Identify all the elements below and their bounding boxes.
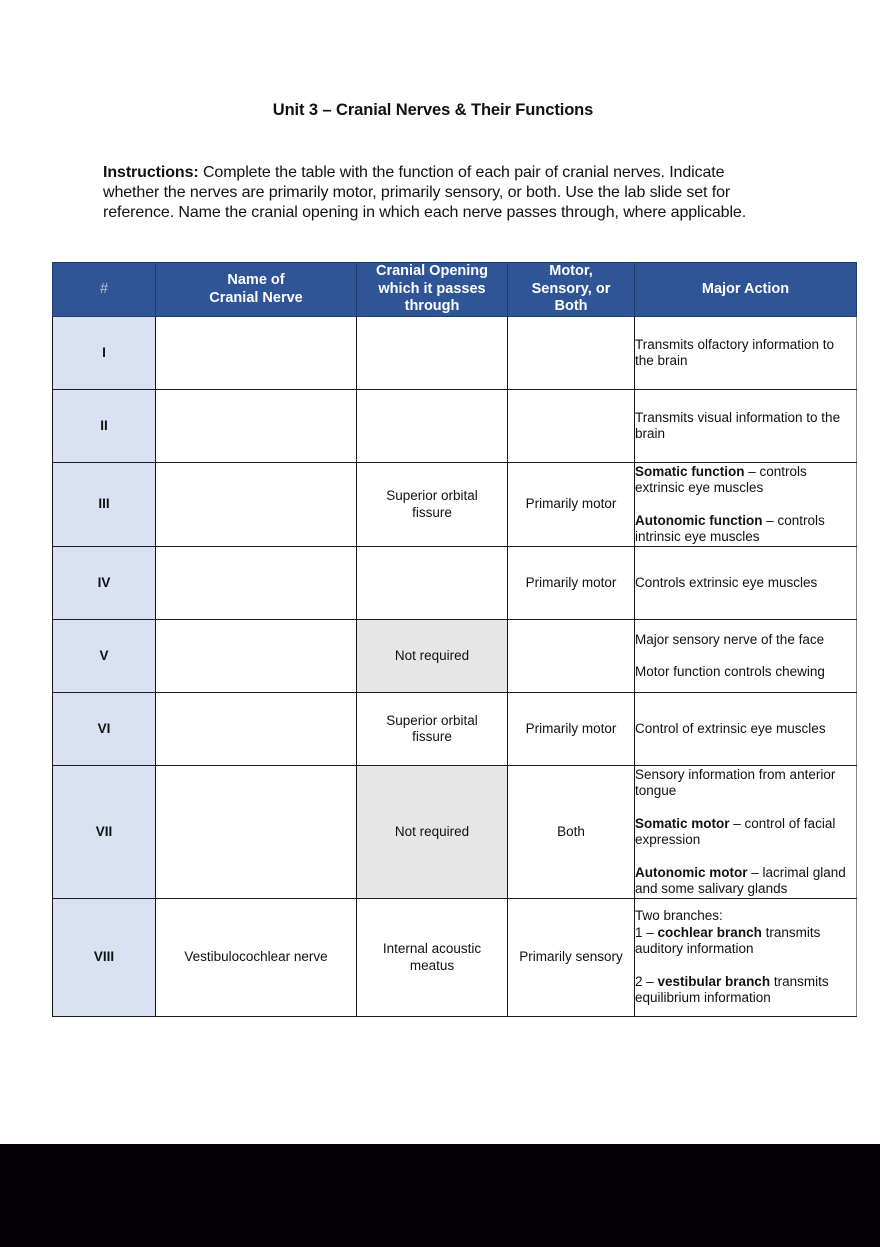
action-bold: cochlear branch bbox=[657, 924, 762, 940]
action-paragraph bbox=[635, 865, 856, 898]
nerve-name-value: Vestibulocochlear nerve bbox=[156, 899, 357, 1017]
opening-field[interactable] bbox=[357, 390, 508, 463]
instructions bbox=[103, 163, 783, 223]
instructions-label: Instructions: bbox=[103, 164, 199, 181]
header-type-line2: Sensory, or bbox=[531, 280, 611, 297]
action-text: transmits auditory information bbox=[635, 924, 821, 957]
header-row bbox=[53, 263, 857, 317]
nerve-name-field[interactable] bbox=[156, 463, 357, 547]
header-name-line2: Cranial Nerve bbox=[209, 289, 303, 306]
action-text: Controls extrinsic eye muscles bbox=[635, 574, 818, 590]
opening-value: Internal acoustic meatus bbox=[357, 899, 508, 1017]
header-action: Major Action bbox=[635, 263, 857, 317]
major-action bbox=[635, 899, 857, 1017]
action-paragraph bbox=[635, 974, 856, 1007]
nerve-number: IV bbox=[53, 547, 156, 620]
table-row bbox=[53, 547, 857, 620]
major-action bbox=[635, 766, 857, 899]
table-row bbox=[53, 766, 857, 899]
opening-value: Superior orbital fissure bbox=[357, 463, 508, 547]
nerve-name-field[interactable] bbox=[156, 390, 357, 463]
action-text: Motor function controls chewing bbox=[635, 664, 825, 679]
type-value: Primarily sensory bbox=[508, 899, 635, 1017]
table-row bbox=[53, 317, 857, 390]
header-opening-line2: which it passes bbox=[378, 280, 486, 297]
nerve-number: I bbox=[53, 317, 156, 390]
type-field[interactable] bbox=[508, 390, 635, 463]
action-intro: Two branches: bbox=[635, 908, 723, 924]
nerve-number: III bbox=[53, 463, 156, 547]
action-text: Major sensory nerve of the face bbox=[635, 631, 825, 647]
action-text: – controls intrinsic eye muscles bbox=[635, 512, 825, 544]
type-value: Primarily motor bbox=[508, 547, 635, 620]
header-name-line1: Name of bbox=[227, 272, 285, 288]
header-type-line3: Both bbox=[554, 298, 588, 315]
nerve-name-field[interactable] bbox=[156, 547, 357, 620]
header-opening-line3: through bbox=[404, 298, 460, 315]
major-action bbox=[635, 390, 857, 463]
action-paragraph bbox=[635, 816, 856, 849]
action-paragraph bbox=[635, 464, 856, 497]
nerve-number: II bbox=[53, 390, 156, 463]
nerve-number: VIII bbox=[53, 899, 156, 1017]
action-prefix: 2 – bbox=[635, 973, 658, 989]
header-opening bbox=[357, 263, 508, 317]
action-text: – controls extrinsic eye muscles bbox=[635, 463, 807, 495]
header-opening-line1: Cranial Opening bbox=[376, 263, 488, 280]
table-row bbox=[53, 693, 857, 766]
cranial-nerves-table bbox=[52, 262, 857, 1017]
opening-field[interactable] bbox=[357, 317, 508, 390]
opening-not-required: Not required bbox=[357, 766, 508, 899]
action-paragraph bbox=[635, 513, 856, 546]
action-text: transmits equilibrium information bbox=[635, 973, 829, 1006]
type-value: Primarily motor bbox=[508, 463, 635, 547]
type-field[interactable] bbox=[508, 620, 635, 693]
major-action bbox=[635, 547, 857, 620]
action-paragraph bbox=[635, 925, 856, 958]
major-action bbox=[635, 317, 857, 390]
action-bold: Autonomic motor bbox=[635, 864, 748, 880]
opening-value: Superior orbital fissure bbox=[357, 693, 508, 766]
nerve-name-field[interactable] bbox=[156, 620, 357, 693]
nerve-name-field[interactable] bbox=[156, 317, 357, 390]
page-title: Unit 3 – Cranial Nerves & Their Functions bbox=[272, 101, 594, 119]
action-text: Sensory information from anterior tongue bbox=[635, 766, 836, 798]
table-row bbox=[53, 899, 857, 1017]
major-action bbox=[635, 693, 857, 766]
action-text: Control of extrinsic eye muscles bbox=[635, 720, 826, 736]
opening-not-required: Not required bbox=[357, 620, 508, 693]
action-text: Transmits visual information to the brain bbox=[635, 409, 841, 441]
header-type bbox=[508, 263, 635, 317]
nerve-number: VII bbox=[53, 766, 156, 899]
table-row bbox=[53, 463, 857, 547]
action-text: – control of facial expression bbox=[635, 815, 836, 847]
action-prefix: 1 – bbox=[635, 924, 658, 940]
nerve-number: VI bbox=[53, 693, 156, 766]
header-type-line1: Motor, bbox=[549, 263, 593, 280]
instructions-text: Complete the table with the function of each pair of cranial nerves. Indicate whether the nerves are primarily motor, primarily sensory, or both. Use the lab slide set for reference. Name the cranial opening in which each nerve passes through, where applicable. bbox=[103, 164, 747, 221]
action-bold: vestibular branch bbox=[657, 973, 771, 989]
header-number: # bbox=[53, 263, 156, 317]
action-bold: Autonomic function bbox=[635, 512, 763, 528]
action-text: Transmits olfactory information to the brain bbox=[635, 336, 835, 368]
major-action bbox=[635, 463, 857, 547]
table-row bbox=[53, 620, 857, 693]
action-bold: Somatic function bbox=[635, 463, 745, 479]
action-text: – lacrimal gland and some salivary glands bbox=[635, 864, 846, 896]
table-row bbox=[53, 390, 857, 463]
nerve-number: V bbox=[53, 620, 156, 693]
type-value: Primarily motor bbox=[508, 693, 635, 766]
major-action bbox=[635, 620, 857, 693]
header-name bbox=[156, 263, 357, 317]
nerve-name-field[interactable] bbox=[156, 693, 357, 766]
bottom-black-bar bbox=[0, 1144, 880, 1247]
nerve-name-field[interactable] bbox=[156, 766, 357, 899]
opening-field[interactable] bbox=[357, 547, 508, 620]
action-bold: Somatic motor bbox=[635, 815, 730, 831]
type-field[interactable] bbox=[508, 317, 635, 390]
type-value: Both bbox=[508, 766, 635, 899]
